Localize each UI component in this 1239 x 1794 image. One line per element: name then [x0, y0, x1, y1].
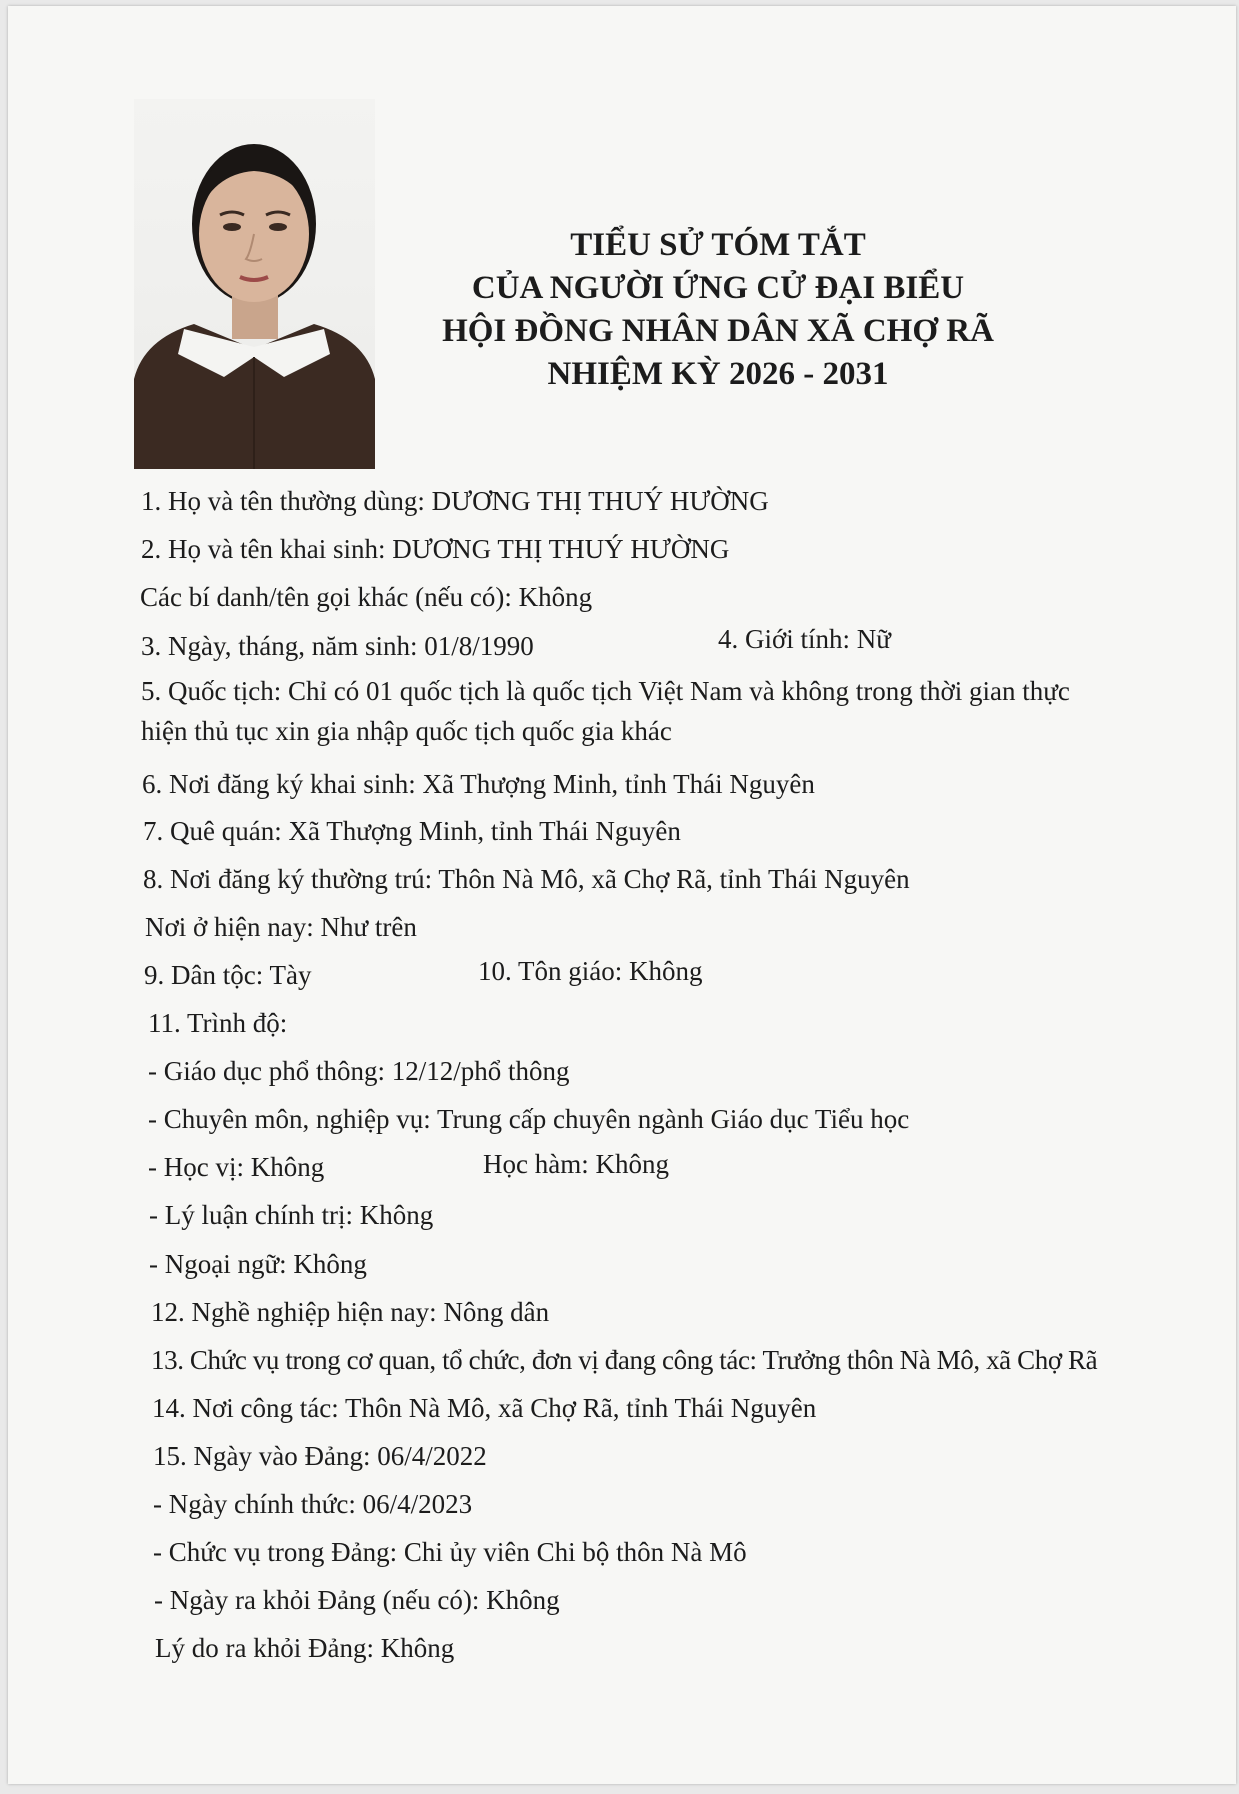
field-political-theory: - Lý luận chính trị: Không [149, 1200, 434, 1230]
field-party-position: - Chức vụ trong Đảng: Chi ủy viên Chi bộ thôn Nà Mô [153, 1537, 747, 1567]
field-birth-gender-row [141, 624, 1141, 663]
field-birth-name: 2. Họ và tên khai sinh: DƯƠNG THỊ THUÝ HƯỜNG [141, 534, 730, 564]
field-nationality-line-2: hiện thủ tục xin gia nhập quốc tịch quốc gia khác [141, 716, 672, 746]
field-party-leave-reason: Lý do ra khỏi Đảng: Không [155, 1633, 455, 1663]
field-gender: 4. Giới tính: Nữ [718, 624, 891, 654]
title-line-4: NHIỆM KỲ 2026 - 2031 [547, 356, 889, 392]
field-current-residence: Nơi ở hiện nay: Như trên [145, 912, 417, 942]
field-hometown: 7. Quê quán: Xã Thượng Minh, tỉnh Thái Nguyên [143, 816, 681, 846]
field-nationality-line-1: 5. Quốc tịch: Chỉ có 01 quốc tịch là quốc tịch Việt Nam và không trong thời gian thực [141, 676, 1070, 706]
portrait-photo [134, 99, 375, 469]
field-academic-title: Học hàm: Không [483, 1149, 669, 1179]
field-birth-registration: 6. Nơi đăng ký khai sinh: Xã Thượng Minh, tỉnh Thái Nguyên [142, 769, 815, 799]
field-party-join-date: 15. Ngày vào Đảng: 06/4/2022 [153, 1441, 487, 1471]
field-common-name: 1. Họ và tên thường dùng: DƯƠNG THỊ THUÝ HƯỜNG [141, 486, 769, 516]
portrait-image [134, 99, 375, 469]
field-ethnicity-religion-row [144, 958, 1144, 992]
field-permanent-residence: 8. Nơi đăng ký thường trú: Thôn Nà Mô, xã Chợ Rã, tỉnh Thái Nguyên [143, 864, 910, 894]
title-line-3: HỘI ĐỒNG NHÂN DÂN XÃ CHỢ RÃ [442, 313, 994, 349]
field-specialty: - Chuyên môn, nghiệp vụ: Trung cấp chuyên ngành Giáo dục Tiểu học [148, 1104, 910, 1134]
field-qualification-heading: 11. Trình độ: [148, 1008, 288, 1038]
document-page [8, 6, 1236, 1784]
field-degree-title-row [148, 1150, 1148, 1184]
field-ethnicity: 9. Dân tộc: Tày [144, 960, 312, 990]
field-occupation: 12. Nghề nghiệp hiện nay: Nông dân [151, 1297, 550, 1327]
field-party-leave-date: - Ngày ra khỏi Đảng (nếu có): Không [154, 1585, 560, 1615]
field-workplace: 14. Nơi công tác: Thôn Nà Mô, xã Chợ Rã, tỉnh Thái Nguyên [152, 1393, 817, 1423]
field-religion: 10. Tôn giáo: Không [478, 956, 703, 986]
title-line-1: TIỂU SỬ TÓM TẮT [570, 227, 866, 263]
field-general-education: - Giáo dục phổ thông: 12/12/phổ thông [148, 1056, 570, 1086]
title-line-2: CỦA NGƯỜI ỨNG CỬ ĐẠI BIỂU [471, 270, 965, 306]
field-party-official-date: - Ngày chính thức: 06/4/2023 [153, 1489, 473, 1519]
field-position: 13. Chức vụ trong cơ quan, tổ chức, đơn vị đang công tác: Trưởng thôn Nà Mô, xã Chợ Rã [151, 1345, 1098, 1375]
field-academic-degree: - Học vị: Không [148, 1152, 325, 1182]
field-date-of-birth: 3. Ngày, tháng, năm sinh: 01/8/1990 [141, 631, 534, 661]
field-aliases: Các bí danh/tên gọi khác (nếu có): Không [140, 582, 593, 612]
document-title [388, 224, 1048, 396]
field-foreign-language: - Ngoại ngữ: Không [149, 1249, 367, 1279]
